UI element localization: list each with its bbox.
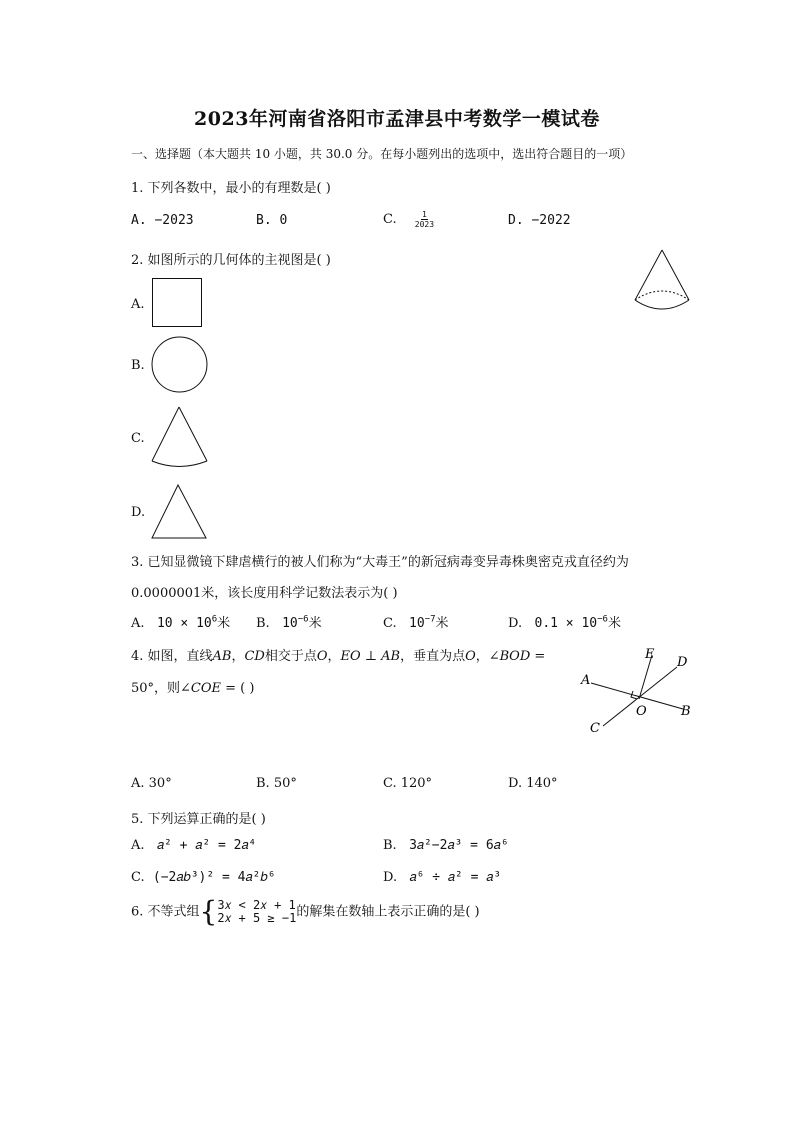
q3-option-d-unit: 米 [607, 616, 621, 631]
q3-option-a-exponent: 6 [211, 614, 218, 625]
q3-option-b-exponent: −6 [297, 614, 309, 625]
q3-option-c-exponent: −7 [424, 614, 436, 625]
q1-option-b: B. 0 [256, 213, 288, 228]
q3-option-a [131, 612, 230, 631]
q3-option-d [508, 612, 621, 631]
q1-option-c-label: C. [383, 212, 397, 227]
q2-option-a: A. [131, 297, 145, 312]
q2-option-b-circle [151, 336, 209, 394]
q2-option-a-square [152, 278, 202, 328]
q3-option-b-base: 10 [282, 616, 298, 631]
section-heading: 一、选择题（本大题共 10 小题，共 30.0 分。在每小题列出的选项中，选出符合题目的一项） [131, 147, 633, 161]
q2-stem: 2. 如图所示的几何体的主视图是( ) [131, 253, 331, 268]
q2-option-c: C. [131, 431, 145, 446]
q3-option-a-base: 10 × 10 [156, 616, 212, 631]
q3-option-a-label: A. [131, 616, 145, 631]
q3-option-d-base: 0.1 × 10 [534, 616, 598, 631]
q2-option-d-triangle [151, 484, 209, 540]
q4-angle-figure [575, 640, 705, 740]
q4-label-d: D [677, 655, 688, 670]
q3-option-c-unit: 米 [435, 616, 449, 631]
q1-option-c-denominator: 2023 [414, 220, 435, 229]
q3-option-d-exponent: −6 [597, 614, 608, 625]
q6-inequality-1: 3𝑥 < 2𝑥 + 1 [217, 898, 296, 912]
q1-option-c [383, 210, 434, 229]
q5-option-d [383, 870, 501, 885]
q2-cone-figure [632, 248, 692, 318]
q3-option-b-label: B. [256, 616, 270, 631]
q5-option-b-expr: 3𝑎²−2𝑎³ = 6𝑎⁶ [409, 838, 509, 853]
q2-option-d: D. [131, 505, 146, 520]
q5-option-b [383, 838, 509, 853]
q6-stem [131, 895, 480, 928]
q5-option-c [131, 870, 275, 885]
q4-label-a: A [581, 673, 591, 688]
q3-option-c [383, 612, 449, 631]
q3-option-d-label: D. [508, 616, 523, 631]
q3-option-a-unit: 米 [217, 616, 231, 631]
q3-option-c-base: 10 [409, 616, 425, 631]
q3-stem-line2: 0.0000001米，该长度用科学记数法表示为( ) [131, 586, 398, 601]
q4-label-b: B [681, 704, 691, 719]
q1-option-c-numerator: 1 [421, 210, 427, 219]
q5-option-a-expr: 𝑎² + 𝑎² = 2𝑎⁴ [156, 838, 257, 853]
q4-label-o: O [636, 704, 647, 719]
q5-option-d-label: D. [383, 870, 398, 885]
q5-option-a-label: A. [131, 838, 145, 853]
q5-option-d-expr: 𝑎⁶ ÷ 𝑎² = 𝑎³ [409, 870, 502, 885]
q3-option-b [256, 612, 322, 631]
q6-brace: { [199, 895, 218, 928]
q4-label-e: E [645, 647, 655, 662]
q3-option-c-label: C. [383, 616, 397, 631]
q4-label-c: C [590, 721, 600, 736]
q2-option-c-cone-front [150, 406, 210, 470]
q5-option-b-label: B. [383, 838, 397, 853]
q1-option-a: A. −2023 [131, 213, 194, 228]
q4-stem-line2: 50°，则∠𝐶𝑂𝐸 = ( ) [131, 681, 255, 696]
q4-option-b: B. 50° [256, 776, 297, 791]
q4-option-c: C. 120° [383, 776, 433, 791]
q6-stem-prefix: 6. 不等式组 [131, 904, 200, 920]
q4-option-d: D. 140° [508, 776, 558, 791]
q1-stem: 1. 下列各数中，最小的有理数是( ) [131, 181, 331, 196]
q6-stem-suffix: 的解集在数轴上表示正确的是( ) [296, 904, 480, 920]
q6-system [217, 899, 296, 925]
q4-stem-line1: 4. 如图，直线𝐴𝐵，𝐶𝐷相交于点𝑂，𝐸𝑂 ⊥ 𝐴𝐵，垂直为点𝑂，∠𝐵𝑂𝐷 = [131, 649, 546, 664]
page-title: 2023年河南省洛阳市孟津县中考数学一模试卷 [194, 108, 600, 130]
q5-option-c-label: C. [131, 870, 145, 885]
q5-stem: 5. 下列运算正确的是( ) [131, 812, 266, 827]
q4-option-a: A. 30° [131, 776, 172, 791]
q1-option-c-fraction [415, 210, 434, 229]
q3-option-b-unit: 米 [308, 616, 322, 631]
q6-inequality-2: 2𝑥 + 5 ≥ −1 [217, 911, 297, 925]
q2-option-b: B. [131, 358, 145, 373]
q5-option-c-expr: (−2𝑎𝑏³)² = 4𝑎²𝑏⁶ [152, 870, 276, 885]
q3-stem-line1: 3. 已知显微镜下肆虐横行的被人们称为“大毒王”的新冠病毒变异毒株奥密克戎直径约为 [131, 555, 629, 570]
q5-option-a [131, 838, 256, 853]
q1-option-d: D. −2022 [508, 213, 571, 228]
